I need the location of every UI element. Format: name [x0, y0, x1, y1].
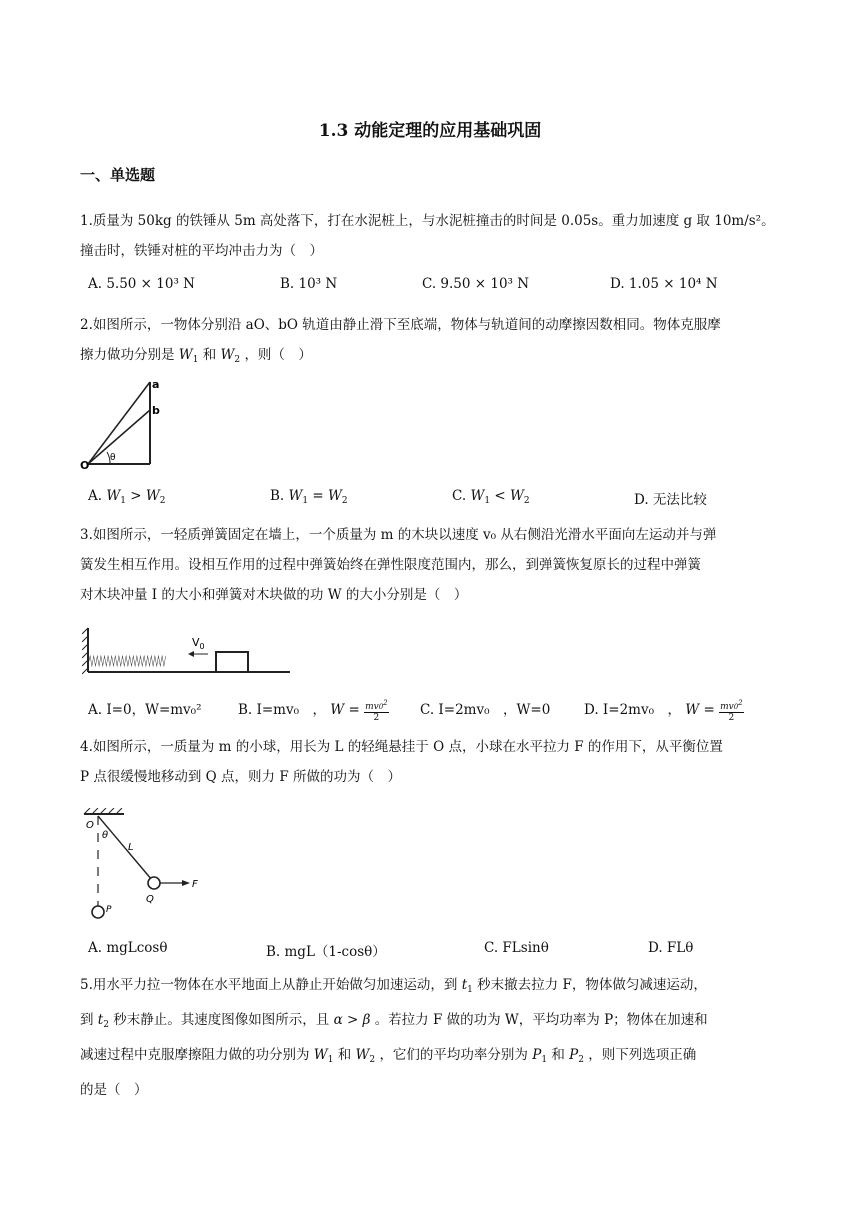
label-p: P: [106, 905, 112, 915]
question-5-line-4: 的是（ ）: [80, 1082, 148, 1098]
label-f: F: [192, 879, 198, 890]
q3-option-c[interactable]: C. I=2mv₀ ，W=0: [420, 702, 551, 718]
q4-option-b[interactable]: B. mgL（1-cosθ）: [266, 944, 386, 960]
q4-option-d[interactable]: D. FLθ: [648, 940, 694, 956]
q2-option-c[interactable]: C. $W_1 < W_2$: [452, 488, 530, 506]
ball-q: [148, 877, 160, 889]
question-3-line-3: 对木块冲量 I 的大小和弹簧对木块做的功 W 的大小分别是（ ）: [80, 587, 468, 603]
q1-option-b[interactable]: B. 10³ N: [280, 276, 338, 292]
label-q: Q: [146, 894, 154, 905]
question-3-line-1: 3.如图所示，一轻质弹簧固定在墙上，一个质量为 m 的木块以速度 v₀ 从右侧沿光滑水平面向左运动并与弹: [80, 527, 717, 543]
track-bo: [88, 410, 150, 464]
label-o: O: [86, 820, 94, 831]
string-line: [98, 816, 152, 880]
q3-option-b[interactable]: B. I=mv₀ ， W = $\frac{mv0^2}{2}$: [238, 699, 388, 723]
question-1-options: [88, 276, 788, 300]
question-4: [80, 732, 786, 792]
question-4-line-2: P 点很缓慢地移动到 Q 点，则力 F 所做的功为（ ）: [80, 769, 401, 785]
question-3-line-2: 簧发生相互作用。设相互作用的过程中弹簧始终在弹性限度范围内，那么，到弹簧恢复原长的过程中弹簧: [80, 557, 701, 573]
label-a: a: [152, 378, 160, 391]
q4-option-a[interactable]: A. mgLcosθ: [88, 940, 168, 956]
w1-symbol: $W_1$: [178, 347, 199, 365]
question-5-line-2: 到 $t_2$ 秒末静止。其速度图像如图所示，且 α > β 。若拉力 F 做的功为 W，平均功率为 P；物体在加速和: [80, 1012, 708, 1030]
question-5-line-1: 5.用水平力拉一物体在水平地面上从静止开始做匀加速运动，到 $t_1$ 秒末撤去拉力 F，物体做匀减速运动，: [80, 977, 707, 995]
q1-option-a[interactable]: A. 5.50 × 10³ N: [88, 276, 195, 292]
track-ao: [88, 382, 150, 464]
question-1: [80, 206, 786, 266]
question-5-line-3: 减速过程中克服摩擦阻力做的功分别为 $W_1$ 和 $W_2$ ，它们的平均功率分别为 $P_1$ 和 $P_2$ ，则下列选项正确: [80, 1047, 697, 1065]
question-2-line-1: 2.如图所示，一物体分别沿 aO、bO 轨道由静止滑下至底端，物体与轨道间的动摩擦因数相同。物体克服摩: [80, 317, 721, 333]
label-o: O: [80, 459, 90, 470]
q2-option-b[interactable]: B. $W_1 = W_2$: [270, 488, 348, 506]
question-5: [80, 970, 786, 1105]
q4-option-c[interactable]: C. FLsinθ: [484, 940, 549, 956]
section-heading: 一、单选题: [80, 166, 156, 184]
q3-option-a[interactable]: A. I=0，W=mv₀²: [88, 702, 202, 718]
q1-option-d[interactable]: D. 1.05 × 10⁴ N: [610, 276, 718, 292]
w2-symbol: $W_2$: [220, 347, 241, 365]
q3-option-d[interactable]: D. I=2mv₀ ， W = $\frac{mv0^2}{2}$: [584, 699, 743, 723]
q2-option-a[interactable]: A. $W_1 > W_2$: [88, 488, 166, 506]
pendulum-diagram: [80, 808, 200, 926]
force-arrowhead: [182, 880, 190, 886]
incline-diagram: [80, 376, 170, 470]
label-b: b: [152, 404, 160, 417]
question-3-options: [88, 698, 788, 722]
label-theta: θ: [110, 453, 116, 463]
label-l: L: [128, 842, 134, 853]
q2-option-d[interactable]: D. 无法比较: [634, 492, 707, 508]
question-1-line-1: 1.质量为 50kg 的铁锤从 5m 高处落下，打在水泥桩上，与水泥桩撞击的时间是 0.05s。重力加速度 g 取 10m/s²。: [80, 213, 775, 229]
ball-p: [92, 906, 104, 918]
question-2-line-2: 擦力做功分别是 $W_1$ 和 $W_2$ ，则（ ）: [80, 347, 312, 365]
page-title: 1.3 动能定理的应用基础巩固: [318, 121, 542, 141]
q1-option-c[interactable]: C. 9.50 × 10³ N: [422, 276, 530, 292]
question-4-options: [88, 940, 788, 964]
label-theta: θ: [102, 830, 109, 841]
question-3: [80, 520, 786, 610]
question-4-line-1: 4.如图所示，一质量为 m 的小球，用长为 L 的轻绳悬挂于 O 点，小球在水平拉力 F 的作用下，从平衡位置: [80, 739, 723, 755]
question-1-line-2: 撞击时，铁锤对桩的平均冲击力为（ ）: [80, 243, 323, 259]
spring-coil: [88, 656, 165, 666]
wood-block: [216, 652, 248, 672]
label-v0: $V_0$: [192, 636, 205, 651]
velocity-arrowhead: [188, 651, 194, 657]
spring-diagram: [82, 626, 292, 678]
question-2-options: [88, 488, 788, 512]
question-2: [80, 310, 786, 375]
